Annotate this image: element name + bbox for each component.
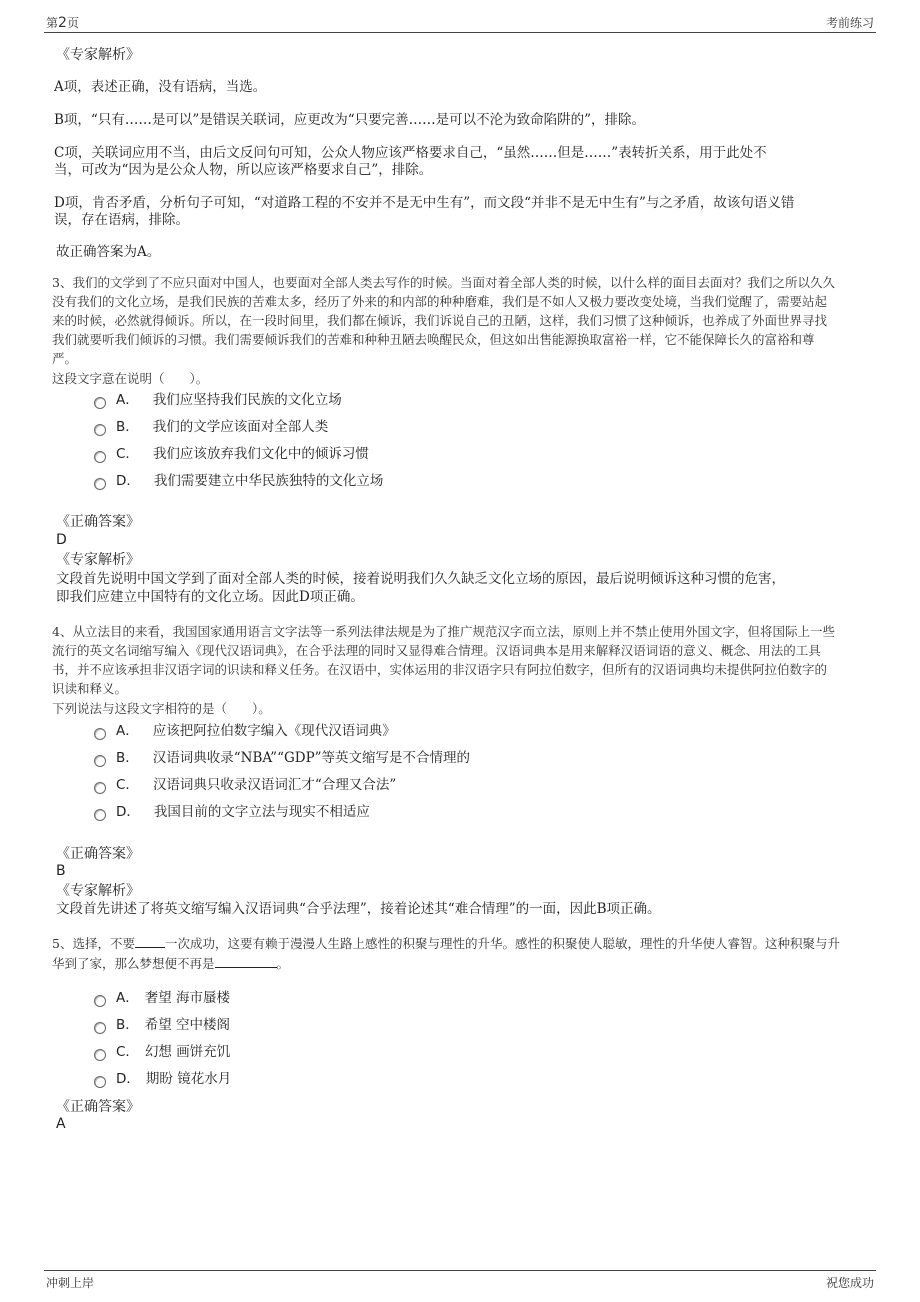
q5-stem-line: 5、选择，不要 一次成功，这要有赖于漫漫人生路上感性的积聚与理性的升华。感性的积聚使人聪敏，理性的升华使人睿智。这种积聚与升: [52, 936, 840, 951]
q4-analysis-label: 《专家解析》: [56, 883, 140, 899]
q4-stem-line: 书，并不应该承担非汉语字词的识读和释义任务。在汉语中，实体运用的非汉语字只有阿拉伯数字，但所有的汉语词典均未提供阿拉伯数字的: [52, 662, 828, 677]
q5-option-a[interactable]: A． 奢望 海市蜃楼: [94, 988, 230, 1008]
q4-option-a[interactable]: A． 应该把阿拉伯数字编入《现代汉语词典》: [94, 721, 396, 741]
q5-stem-line: 华到了家，那么梦想便不再是 。: [52, 956, 290, 971]
radio-icon[interactable]: [94, 451, 106, 463]
radio-icon[interactable]: [94, 1076, 106, 1088]
q4-stem-line: 识读和释义。: [52, 681, 128, 696]
q3-option-b[interactable]: B． 我们的文学应该面对全部人类: [94, 417, 328, 437]
radio-icon[interactable]: [94, 1022, 106, 1034]
q3-analysis-label: 《专家解析》: [56, 552, 140, 568]
fill-blank: [215, 955, 277, 968]
radio-icon[interactable]: [94, 478, 106, 490]
q4-answer: B: [56, 863, 66, 879]
q3-answer-label: 《正确答案》: [56, 514, 140, 530]
q4-question: 下列说法与这段文字相符的是（ ）。: [52, 701, 271, 716]
q3-stem-line: 我们就要听我们倾诉的习惯。我们需要倾诉我们的苦难和种种丑陋去唤醒民众，但这如出售能源换取富裕一样，它不能保障长久的富裕和尊: [52, 332, 815, 347]
q5-option-d[interactable]: D． 期盼 镜花水月: [94, 1069, 231, 1089]
footer-left-text: 冲刺上岸: [46, 1276, 95, 1290]
q4-option-d[interactable]: D． 我国目前的文字立法与现实不相适应: [94, 802, 370, 822]
q2-analysis-line: 误，存在语病，排除。: [54, 212, 189, 228]
q2-analysis-line: C项，关联词应用不当，由后文反问句可知，公众人物应该严格要求自己，“虽然……但是……”表转折关系，用于此处不: [54, 145, 767, 161]
page-footer: [44, 1270, 876, 1295]
radio-icon[interactable]: [94, 755, 106, 767]
radio-icon[interactable]: [94, 397, 106, 409]
q2-final-answer: 故正确答案为A。: [56, 244, 161, 260]
q5-answer-label: 《正确答案》: [56, 1099, 140, 1115]
q3-analysis-line: 文段首先说明中国文学到了面对全部人类的时候，接着说明我们久久缺乏文化立场的原因，最后说明倾诉这种习惯的危害，: [56, 571, 785, 587]
footer-right-text: 祝您成功: [825, 1276, 874, 1290]
q4-answer-label: 《正确答案》: [56, 846, 140, 862]
fill-blank: [135, 935, 165, 948]
q3-stem-line: 没有我们的文化立场，是我们民族的苦难太多，经历了外来的和内部的种种磨难，我们是不如人又极力要改变处境，当我们觉醒了，需要站起: [52, 294, 828, 309]
page-number: 第2页: [46, 15, 79, 31]
radio-icon[interactable]: [94, 728, 106, 740]
q3-stem-line: 来的时候，必然就得倾诉。所以，在一段时间里，我们都在倾诉，我们诉说自己的丑陋，这样，我们习惯了这种倾诉，也养成了外面世界寻找: [52, 313, 828, 328]
q3-stem-line: 严。: [52, 351, 78, 366]
q4-analysis-line: 文段首先讲述了将英文缩写编入汉语词典“合乎法理”，接着论述其“难合情理”的一面，因此B项正确。: [56, 901, 661, 917]
radio-icon[interactable]: [94, 995, 106, 1007]
radio-icon[interactable]: [94, 782, 106, 794]
q3-answer: D: [56, 532, 67, 548]
q5-option-b[interactable]: B． 希望 空中楼阁: [94, 1015, 230, 1035]
q2-analysis-line: B项，“只有……是可以”是错误关联词，应更改为“只要完善……是可以不沦为致命陷阱的”，排除。: [54, 112, 646, 128]
q2-analysis-label: 《专家解析》: [56, 47, 140, 63]
page-header: [44, 10, 876, 33]
radio-icon[interactable]: [94, 809, 106, 821]
q4-option-c[interactable]: C． 汉语词典只收录汉语词汇才“合理又合法”: [94, 775, 396, 795]
q3-option-a[interactable]: A． 我们应坚持我们民族的文化立场: [94, 390, 342, 410]
q2-analysis-line: D项，肯否矛盾，分析句子可知，“对道路工程的不安并不是无中生有”，而文段“并非不是无中生有”与之矛盾，故该句语义错: [54, 195, 795, 211]
header-title: 考前练习: [825, 16, 874, 30]
q5-option-c[interactable]: C． 幻想 画饼充饥: [94, 1042, 230, 1062]
q3-option-d[interactable]: D． 我们需要建立中华民族独特的文化立场: [94, 471, 383, 491]
q3-option-c[interactable]: C． 我们应该放弃我们文化中的倾诉习惯: [94, 444, 369, 464]
radio-icon[interactable]: [94, 424, 106, 436]
q2-analysis-line: 当，可改为“因为是公众人物，所以应该严格要求自己”，排除。: [54, 162, 433, 178]
q2-analysis-line: A项，表述正确，没有语病，当选。: [54, 79, 267, 95]
q4-stem-line: 流行的英文名词缩写编入《现代汉语词典》，在合乎法理的同时又显得难合情理。汉语词典本是用来解释汉语词语的意义、概念、用法的工具: [52, 643, 821, 658]
q5-answer: A: [56, 1116, 66, 1132]
q3-question: 这段文字意在说明（ ）。: [52, 371, 209, 386]
radio-icon[interactable]: [94, 1049, 106, 1061]
q4-option-b[interactable]: B． 汉语词典收录“NBA”“GDP”等英文缩写是不合情理的: [94, 748, 470, 768]
q4-stem-line: 4、从立法目的来看，我国国家通用语言文字法等一系列法律法规是为了推广规范汉字而立法，原则上并不禁止使用外国文字，但将国际上一些: [52, 624, 835, 639]
q3-analysis-line: 即我们应建立中国特有的文化立场。因此D项正确。: [56, 589, 364, 605]
q3-stem-line: 3、我们的文学到了不应只面对中国人，也要面对全部人类去写作的时候。当面对着全部人类的时候，以什么样的面目去面对？我们之所以久久: [52, 275, 835, 290]
